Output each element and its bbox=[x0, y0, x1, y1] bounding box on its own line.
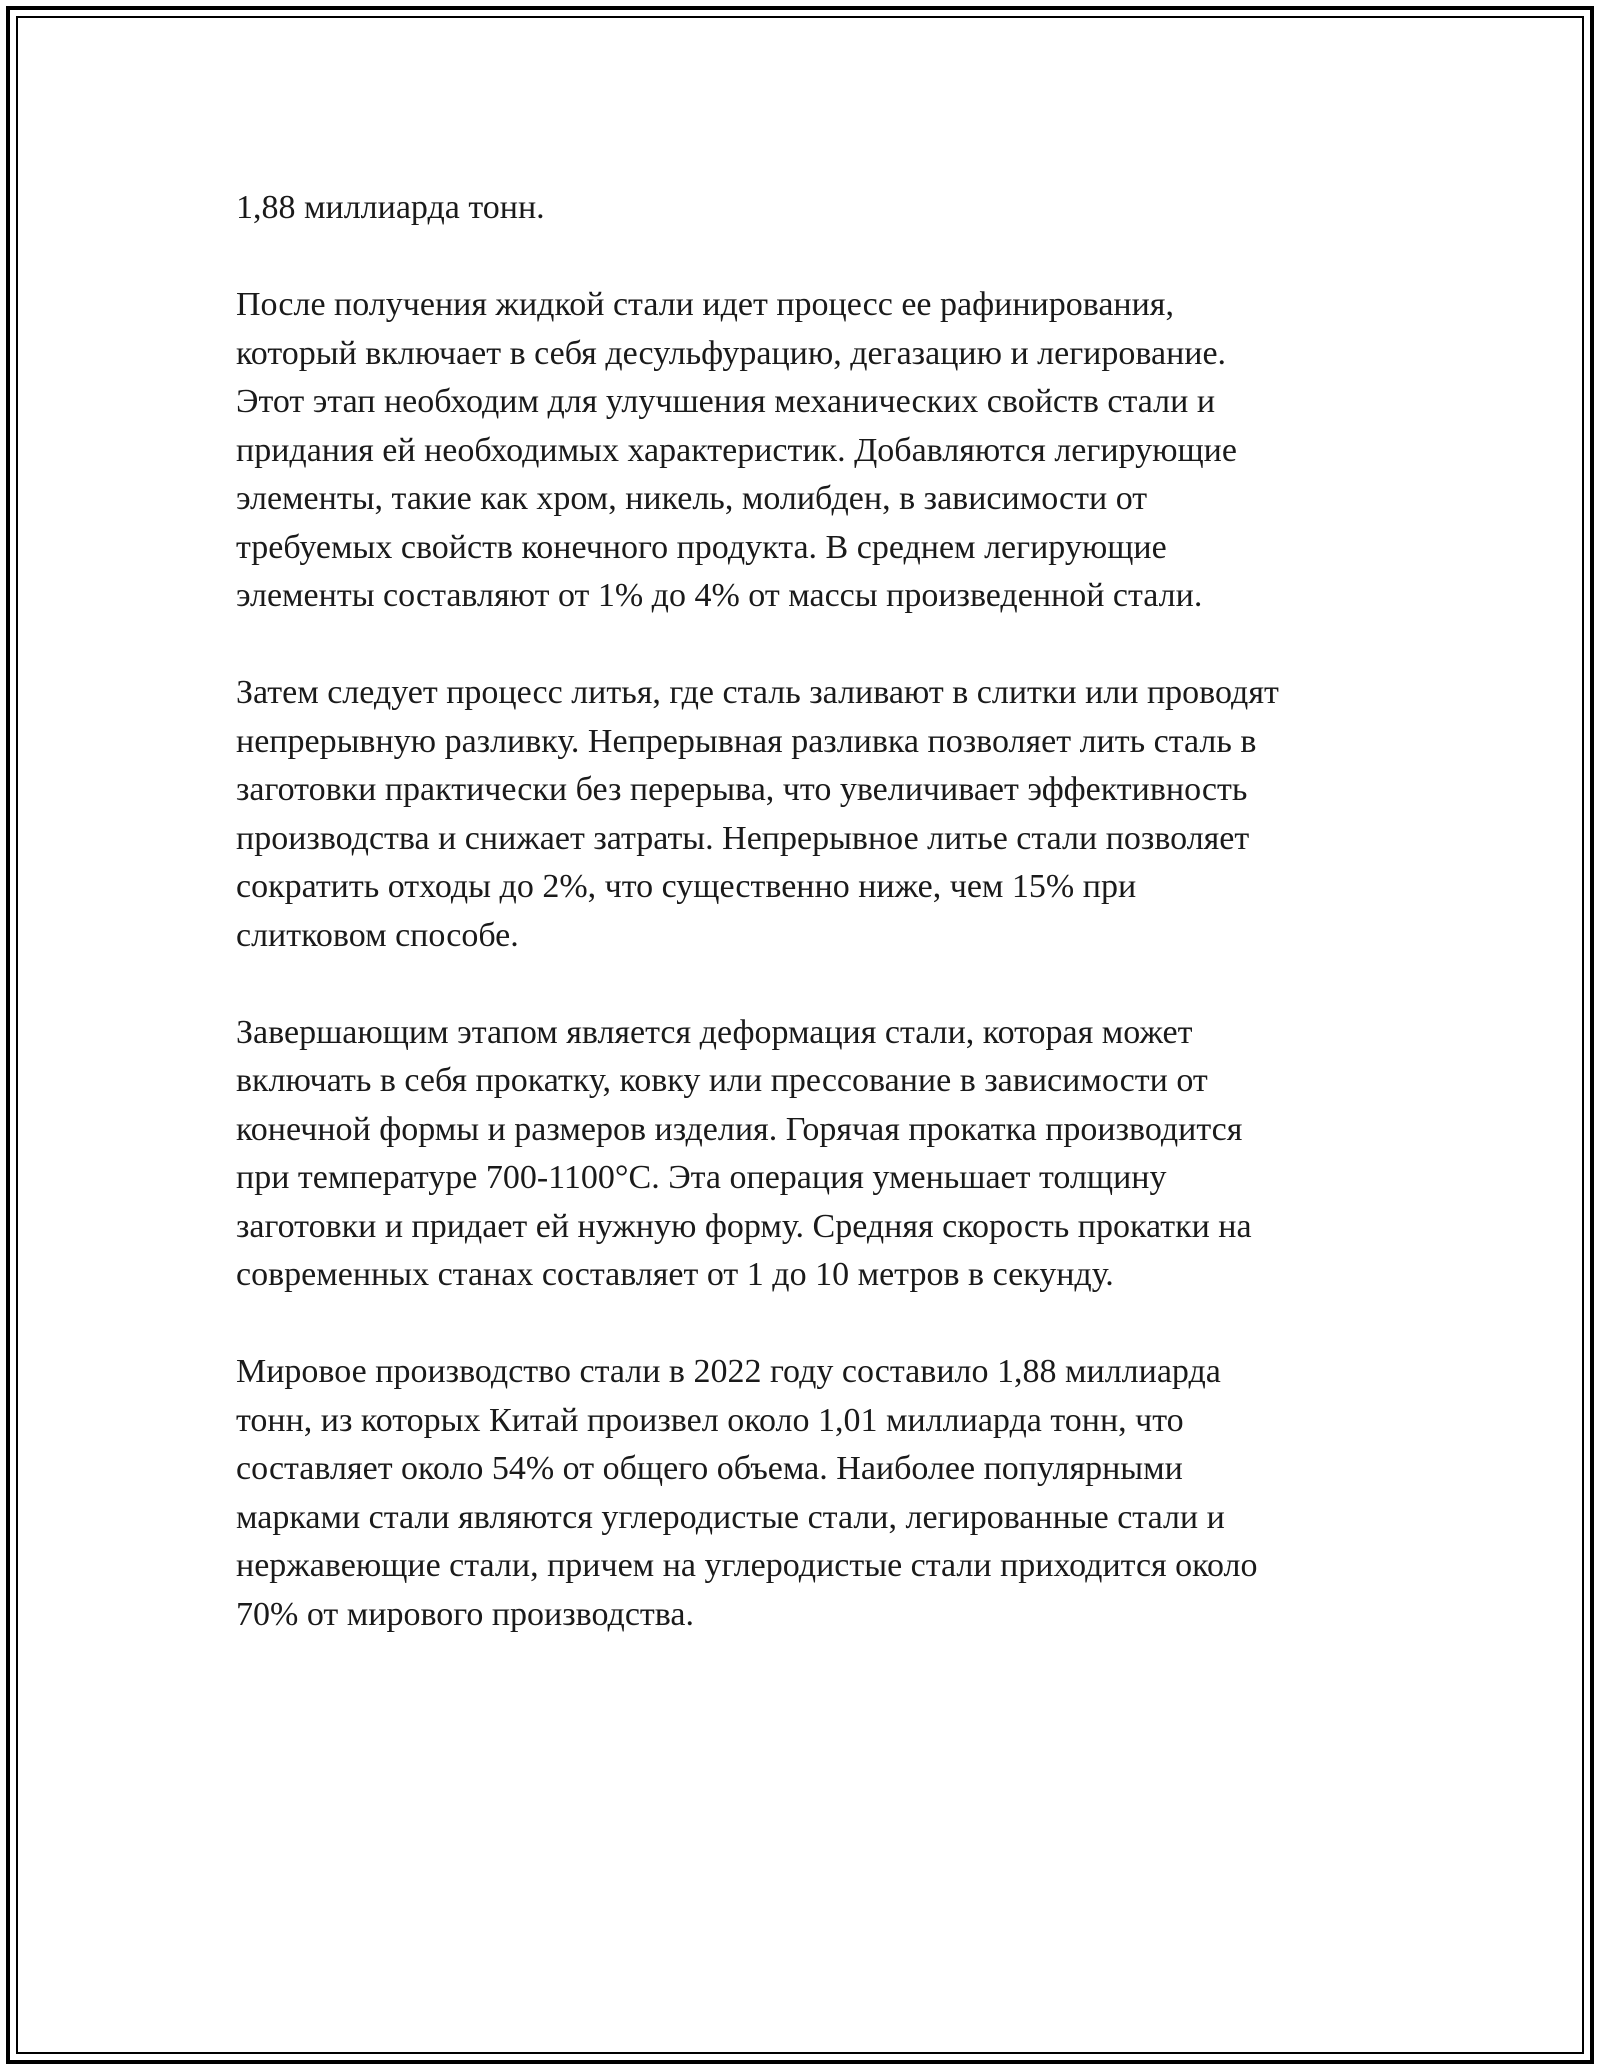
paragraph-casting: Затем следует процесс литья, где сталь заливают в слитки или проводят непрерывную разливку. Непрерывная разливка позволяет лить сталь в заготовки практически без перерыва, что увеличивает эффективность производства и снижает затраты. Непрерывное литье стали позволяет сократить отходы до 2%, что существенно ниже, чем 15% при слитковом способе. bbox=[236, 674, 1279, 954]
document-body bbox=[236, 184, 1396, 1688]
paragraph-deformation: Завершающим этапом является деформация стали, которая может включать в себя прокатку, ковку или прессование в зависимости от конечной формы и размеров изделия. Горячая прокатка производится при температуре 700-1100°C. Эта операция уменьшает толщину заготовки и придает ей нужную форму. Средняя скорость прокатки на современных станах составляет от 1 до 10 метров в секунду. bbox=[236, 1013, 1252, 1293]
paragraph-continuation: 1,88 миллиарда тонн. bbox=[236, 189, 545, 226]
paragraph-refining: После получения жидкой стали идет процесс ее рафинирования, который включает в себя десульфурацию, дегазацию и легирование. Этот этап необходим для улучшения механических свойств стали и придания ей необходимых характеристик. Добавляются легирующие элементы, такие как хром, никель, молибден, в зависимости от требуемых свойств конечного продукта. В среднем легирующие элементы составляют от 1% до 4% от массы произведенной стали. bbox=[236, 286, 1237, 614]
paragraph-world-production: Мировое производство стали в 2022 году составило 1,88 миллиарда тонн, из которых Китай произвел около 1,01 миллиарда тонн, что составляет около 54% от общего объема. Наиболее популярными марками стали являются углеродистые стали, легированные стали и нержавеющие стали, причем на углеродистые стали приходится около 70% от мирового производства. bbox=[236, 1353, 1258, 1633]
